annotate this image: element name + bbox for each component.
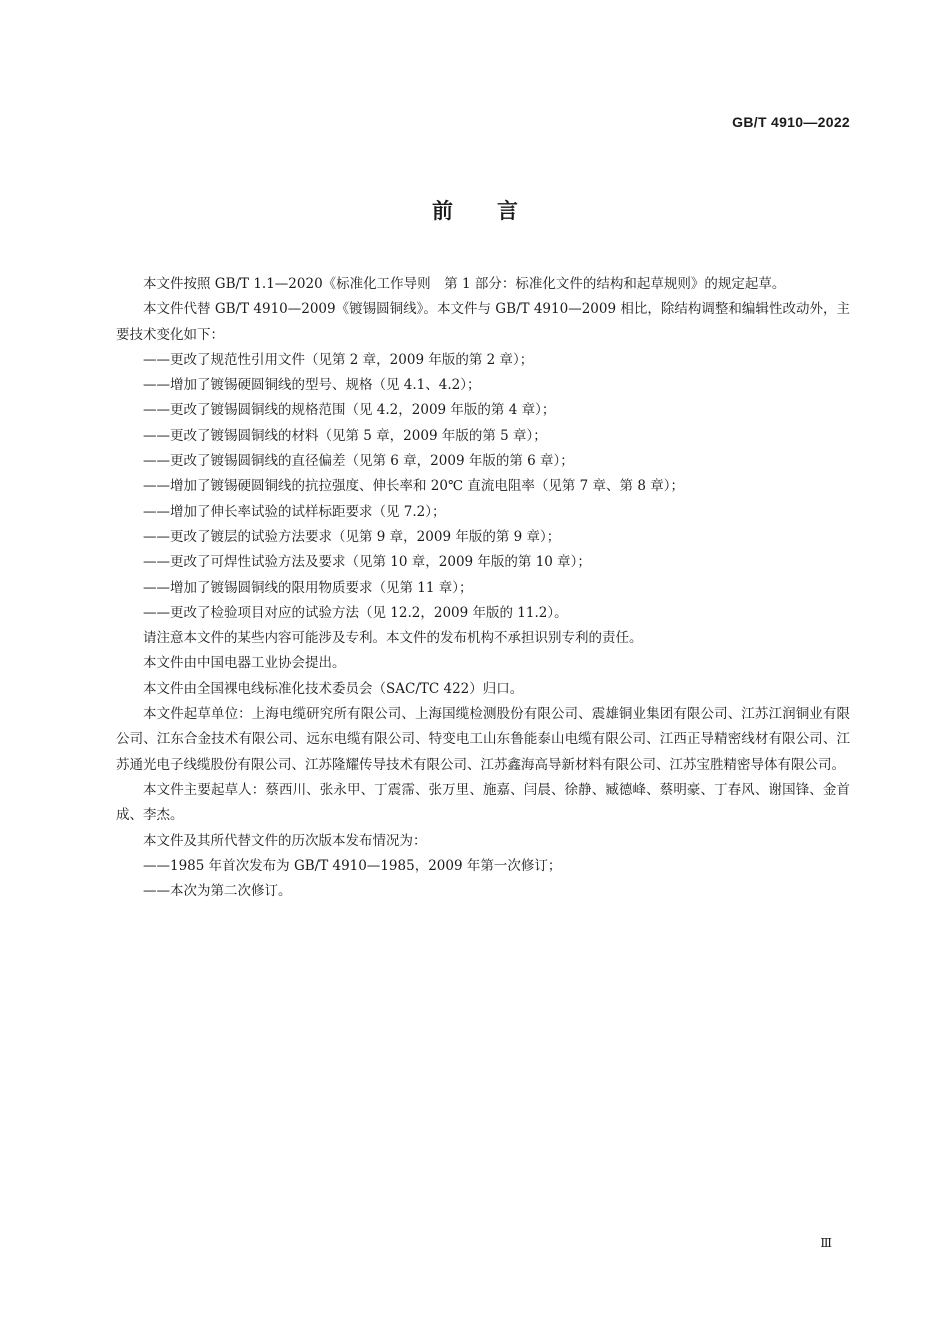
- change-item: ——更改了镀锡圆铜线的规格范围（见 4.2，2009 年版的第 4 章）；: [143, 402, 556, 419]
- body-text: [116, 272, 850, 904]
- change-item: ——更改了镀锡圆铜线的材料（见第 5 章，2009 年版的第 5 章）；: [143, 427, 547, 444]
- change-item: ——增加了伸长率试验的试样标距要求（见 7.2）；: [143, 503, 446, 520]
- change-item: ——增加了镀锡硬圆铜线的型号、规格（见 4.1、4.2）；: [143, 377, 481, 394]
- change-item: ——更改了检验项目对应的试验方法（见 12.2，2009 年版的 11.2）。: [143, 604, 568, 621]
- paragraph-under-jurisdiction: 本文件由全国裸电线标准化技术委员会（SAC/TC 422）归口。: [143, 680, 524, 697]
- version-item: ——本次为第二次修订。: [143, 883, 292, 900]
- document-code: GB/T 4910—2022: [732, 114, 850, 130]
- paragraph-proposed-by: 本文件由中国电器工业协会提出。: [143, 655, 346, 672]
- paragraph-replaces: 本文件代替 GB/T 4910—2009《镀锡圆铜线》。本文件与 GB/T 4910—2009 相比，除结构调整和编辑性改动外，主要技术变化如下：: [116, 301, 850, 343]
- paragraph-drafting-rules: 本文件按照 GB/T 1.1—2020《标准化工作导则 第 1 部分：标准化文件的结构和起草规则》的规定起草。: [143, 276, 786, 292]
- paragraph-version-history: 本文件及其所代替文件的历次版本发布情况为：: [143, 832, 427, 849]
- change-item: ——增加了镀锡硬圆铜线的抗拉强度、伸长率和 20℃ 直流电阻率（见第 7 章、第 8 章）；: [143, 478, 684, 495]
- page-title: 前言: [432, 199, 562, 223]
- change-item: ——更改了镀锡圆铜线的直径偏差（见第 6 章，2009 年版的第 6 章）；: [143, 453, 574, 470]
- change-item: ——更改了镀层的试验方法要求（见第 9 章，2009 年版的第 9 章）；: [143, 528, 561, 545]
- paragraph-patent-notice: 请注意本文件的某些内容可能涉及专利。本文件的发布机构不承担识别专利的责任。: [143, 630, 643, 647]
- version-item: ——1985 年首次发布为 GB/T 4910—1985，2009 年第一次修订；: [143, 857, 562, 874]
- paragraph-drafters: 本文件主要起草人：蔡西川、张永甲、丁震霈、张万里、施嘉、闫晨、徐静、臧德峰、蔡明豪、丁春风、谢国锋、金首成、李杰。: [116, 781, 850, 824]
- paragraph-drafting-units: 本文件起草单位：上海电缆研究所有限公司、上海国缆检测股份有限公司、震雄铜业集团有限公司、江苏江润铜业有限公司、江东合金技术有限公司、远东电缆有限公司、特变电工山东鲁能泰山电缆有限公司、江西正导精密线材有限公司、江苏通光电子线缆股份有限公司、江苏隆耀传导技术有限公司、江苏鑫海高导新材料有限公司、江苏宝胜精密导体有限公司。: [116, 706, 850, 773]
- page-number: Ⅲ: [820, 1236, 832, 1250]
- change-item: ——更改了可焊性试验方法及要求（见第 10 章，2009 年版的第 10 章）；: [143, 554, 591, 571]
- change-item: ——更改了规范性引用文件（见第 2 章，2009 年版的第 2 章）；: [143, 351, 534, 368]
- change-item: ——增加了镀锡圆铜线的限用物质要求（见第 11 章）；: [143, 579, 473, 596]
